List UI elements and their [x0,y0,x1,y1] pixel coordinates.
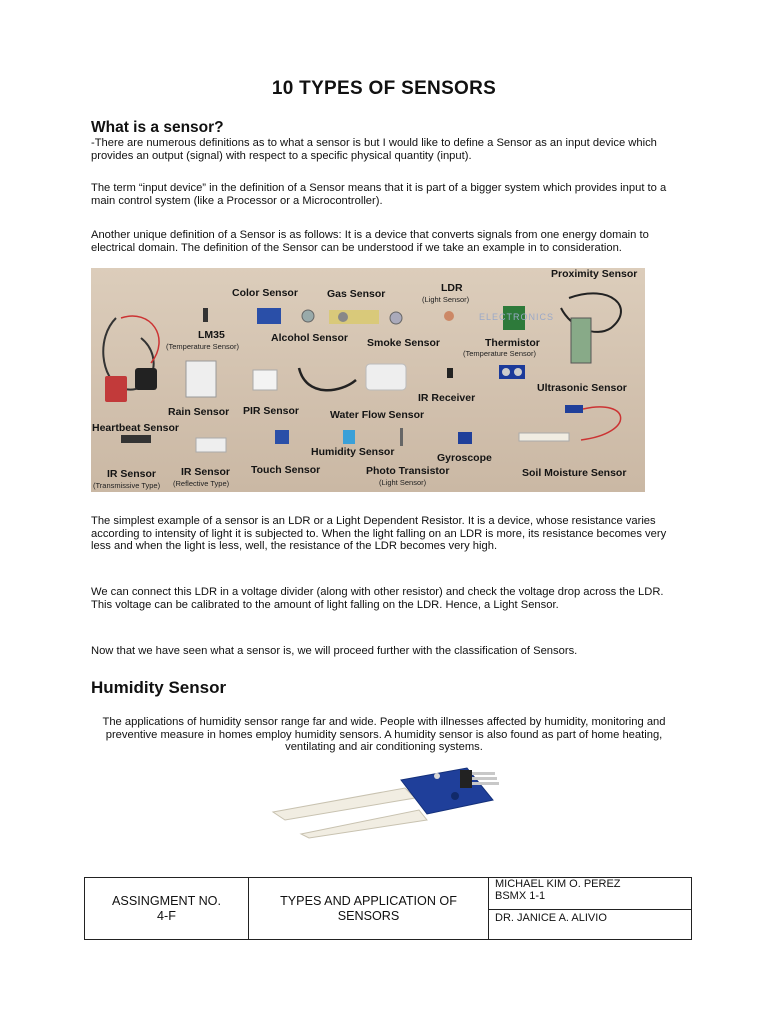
label-humidity-sensor: Humidity Sensor [311,446,395,458]
label-smoke-sensor: Smoke Sensor [367,337,440,349]
label-pir-sensor: PIR Sensor [243,405,300,417]
footer-assignment [85,878,249,940]
paragraph-ldr-example: The simplest example of a sensor is an LDR or a Light Dependent Resistor. It is a device, whose resistance varies according to intensity of light it is subjected to. When the light falling on an LDR is more, its resistance becomes very less and when the light is less, well, the resistance of the LDR becomes very high. [91,515,667,553]
paragraph-definition: -There are numerous definitions as to what a sensor is but I would like to define a Sensor as an input device which provides an output (signal) with respect to a specific physical quantity (input). [91,137,657,162]
footer-student-section: BSMX 1-1 [495,890,546,902]
footer-student [489,878,692,910]
sensors-illustration [91,268,645,492]
label-rain-sensor: Rain Sensor [168,406,230,418]
label-water-flow-sensor: Water Flow Sensor [330,409,425,421]
label-gas-sensor: Gas Sensor [327,288,386,300]
sensors-photo [91,268,645,492]
label-lm35-sub: (Temperature Sensor) [166,342,239,351]
photo-watermark: ELECTRONICS [479,312,555,322]
paragraph-voltage-divider: We can connect this LDR in a voltage divider (along with other resistor) and check the voltage drop across the LDR. This voltage can be calibrated to the amount of light falling on the LDR. Hence, a Light Sensor. [91,586,664,611]
label-soil-moisture-sensor: Soil Moisture Sensor [522,467,627,479]
label-thermistor-sub: (Temperature Sensor) [463,349,536,358]
label-ir-transmissive-sub: (Transmissive Type) [93,481,161,490]
humidity-sensor-image [205,760,535,850]
footer-topic-text: TYPES AND APPLICATION OF SENSORS [280,893,457,923]
label-thermistor: Thermistor [485,337,540,349]
label-ir-receiver: IR Receiver [418,392,476,404]
footer-student-name: MICHAEL KIM O. PEREZ [495,878,621,890]
paragraph-another-definition: Another unique definition of a Sensor is as follows: It is a device that converts signals from one energy domain to electrical domain. The definition of the Sensor can be understood if we take an example in to consideration. [91,229,649,254]
paragraph-classification: Now that we have seen what a sensor is, we will proceed further with the classification of Sensors. [91,645,578,657]
label-alcohol-sensor: Alcohol Sensor [271,332,349,344]
label-touch-sensor: Touch Sensor [251,464,321,476]
paragraph-humidity-applications: The applications of humidity sensor range far and wide. People with illnesses affected by humidity, monitoring and preventive measure in homes employ humidity sensors. A humidity sensor is also found as part of home heating, ventilating and air conditioning systems. [102,716,666,754]
footer-instructor [489,910,692,940]
page-title: 10 TYPES OF SENSORS [271,78,497,99]
footer-instructor-name: DR. JANICE A. ALIVIO [495,912,607,924]
footer-assignment-text: ASSINGMENT NO. 4-F [112,893,221,923]
label-photo-transistor: Photo Transistor [366,465,450,477]
label-photo-transistor-sub: (Light Sensor) [379,478,427,487]
footer-topic [249,878,489,940]
label-ultrasonic-sensor: Ultrasonic Sensor [537,382,627,394]
label-gyroscope: Gyroscope [437,452,492,464]
label-ir-reflective-sub: (Reflective Type) [173,479,230,488]
section-heading-what-is-sensor: What is a sensor? [91,119,224,136]
footer-info-table [84,877,692,940]
paragraph-input-device: The term “input device” in the definition of a Sensor means that it is part of a bigger system which provides input to a main control system (like a Processor or a Microcontroller). [91,182,667,207]
section-heading-humidity-sensor: Humidity Sensor [91,678,227,697]
label-heartbeat-sensor: Heartbeat Sensor [92,422,179,434]
label-color-sensor: Color Sensor [232,287,298,299]
label-ldr-sub: (Light Sensor) [422,295,470,304]
label-ir-sensor-transmissive: IR Sensor [107,468,157,480]
label-lm35: LM35 [198,329,225,341]
label-proximity-sensor: Proximity Sensor [551,268,638,280]
label-ir-sensor-reflective: IR Sensor [181,466,231,478]
label-ldr: LDR [441,282,463,294]
